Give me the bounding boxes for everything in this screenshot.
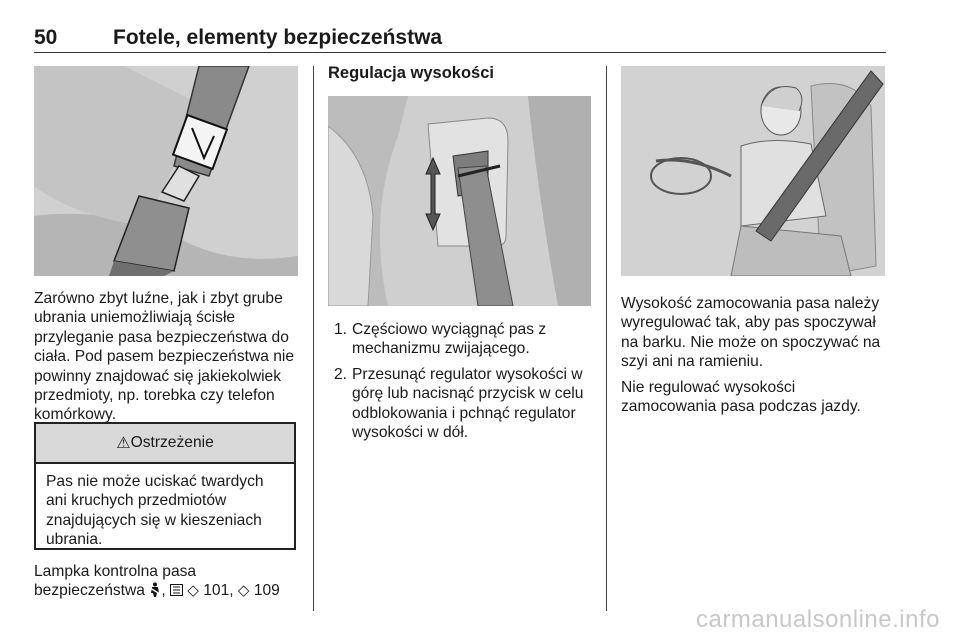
belt-height-paragraph: Wysokość zamocowania pasa należy wyregulować tak, aby pas spoczywał na barku. Nie może on spoczywać na szyi ani na ramieniu. [621, 295, 881, 371]
no-adjust-while-driving-paragraph: Nie regulować wysokości zamocowania pasa podczas jazdy. [621, 378, 861, 416]
warning-title: Ostrzeżenie [130, 434, 214, 451]
warning-body: Pas nie może uciskać twardych ani kruchych przedmiotów znajdujących się w kieszeniach ubrania. [46, 473, 264, 549]
column-divider-2 [606, 66, 607, 611]
page-title: Fotele, elementy bezpieczeństwa [113, 26, 443, 49]
step-2-number: 2. [334, 365, 348, 383]
driver-seatbelt-illustration [621, 66, 885, 276]
lamp-text: Lampka kontrolna pasa bezpieczeństwa [34, 563, 197, 600]
page-reference-icon: ◇ [187, 582, 199, 600]
comma-text: , [161, 582, 170, 600]
step-1-number: 1. [334, 321, 348, 338]
page-ref-101[interactable]: 101 [203, 582, 230, 600]
page-reference-icon-2: ◇ [237, 582, 250, 600]
step-1 [328, 320, 598, 359]
step-2-text: Przesunąć regulator wysokości w górę lub nacisnąć przycisk w celu odblokowania i pchnąć regulator wysokości w dół. [352, 365, 584, 442]
warning-box [34, 422, 296, 550]
right-text [621, 294, 889, 416]
watermark: carmanualsonline.info [696, 606, 940, 633]
height-adjuster-illustration [328, 96, 591, 306]
lamp-paragraph [34, 562, 300, 601]
clothing-paragraph: Zarówno zbyt luźne, jak i zbyt grube ubrania uniemożliwiają ścisłe przyleganie pasa bezpieczeństwa do ciała. Pod pasem bezpieczeństwa nie powinny znajdować się jakiekolwiek przedmioty, np. torebka czy telefon komórkowy. [34, 290, 295, 424]
seatbelt-warning-icon [149, 582, 161, 597]
page-number: 50 [34, 26, 58, 49]
page-ref-109[interactable]: 109 [253, 582, 280, 600]
column-divider-1 [313, 66, 314, 611]
header-divider [34, 52, 886, 53]
ref-separator: , [229, 582, 238, 600]
section-title: Regulacja wysokości [328, 64, 494, 82]
warning-header [36, 424, 294, 464]
airbag-indicator-icon [170, 584, 183, 596]
step-2 [328, 365, 598, 443]
steps-list [328, 320, 598, 448]
buckle-illustration [34, 66, 298, 276]
warning-triangle-icon: ⚠ [116, 435, 131, 452]
step-1-text: Częściowo wyciągnąć pas z mechanizmu zwijającego. [352, 321, 547, 358]
